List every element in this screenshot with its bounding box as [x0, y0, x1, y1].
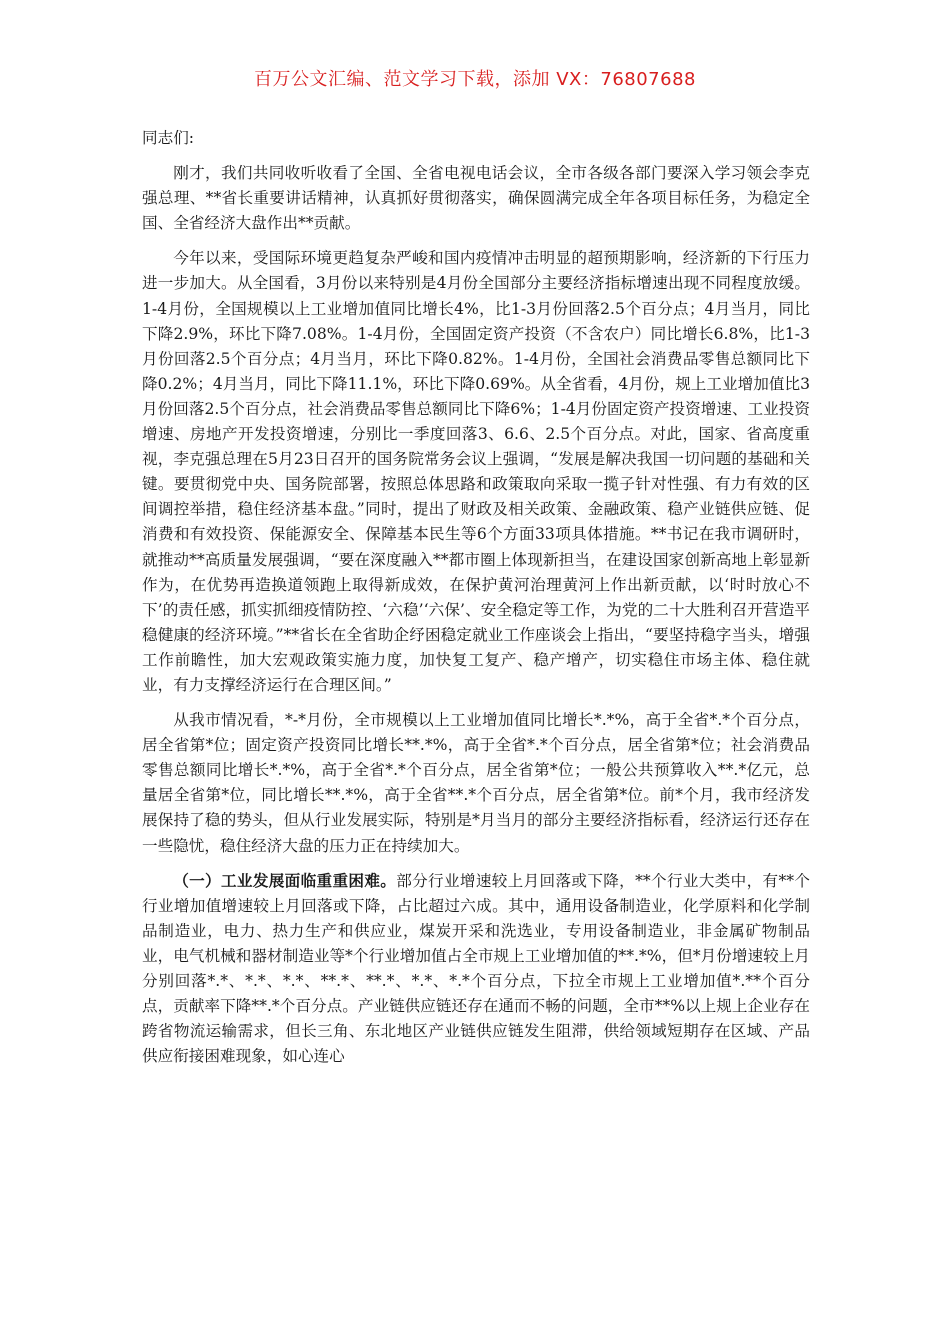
- document-body: [142, 126, 810, 1078]
- paragraph-text: 刚才，我们共同收听收看了全国、全省电视电话会议，全市各级各部门要深入学习领会李克强总理、**省长重要讲话精神，认真抓好贯彻落实，确保圆满完成全年各项目标任务，为稳定全国、全省经济大盘作出**贡献。: [142, 164, 810, 233]
- section-heading: （一）工业发展面临重重困难。: [173, 870, 397, 890]
- promo-banner: 百万公文汇编、范文学习下载，添加 VX：76807688: [254, 69, 696, 90]
- paragraph-4: [142, 868, 810, 1070]
- paragraph-text: 部分行业增速较上月回落或下降，**个行业大类中，有**个行业增加值增速较上月回落或下降，占比超过六成。其中，通用设备制造业，化学原料和化学制品制造业，电力、热力生产和供应业，煤炭开采和洗选业，专用设备制造业，非金属矿物制品业，电气机械和器材制造业等*个行业增加值占全市规上工业增加值的**.*%，但*月份增速较上月分别回落*.*、*.*、*.*、**.*、**.*、*.*、*.*个百分点，下拉全市规上工业增加值*.**个百分点，贡献率下降**.*个百分点。产业链供应链还存在通而不畅的问题，全市**%以上规上企业存在跨省物流运输需求，但长三角、东北地区产业链供应链发生阻滞，供给领域短期存在区域、产品供应衔接困难现象，如心连心: [142, 871, 810, 1066]
- paragraph-text: 从我市情况看，*-*月份，全市规模以上工业增加值同比增长*.*%，高于全省*.*个百分点，居全省第*位；固定资产投资同比增长**.*%，高于全省*.*个百分点，居全省第*位；社会消费品零售总额同比增长*.*%，高于全省*.*个百分点，居全省第*位；一般公共预算收入**.*亿元，总量居全省第*位，同比增长**.*%，高于全省**.*个百分点，居全省第*位。前*个月，我市经济发展保持了稳的势头，但从行业发展实际，特别是*月当月的部分主要经济指标看，经济运行还存在一些隐忧，稳住经济大盘的压力正在持续加大。: [142, 711, 810, 855]
- paragraph-2: [142, 245, 810, 698]
- paragraph-3: [142, 707, 810, 859]
- salutation: 同志们:: [142, 129, 195, 147]
- paragraph-1: [142, 160, 810, 236]
- paragraph-text: 今年以来，受国际环境更趋复杂严峻和国内疫情冲击明显的超预期影响，经济新的下行压力进一步加大。从全国看，3月份以来特别是4月份全国部分主要经济指标增速出现不同程度放缓。1-4月份，全国规模以上工业增加值同比增长4%，比1-3月份回落2.5个百分点；4月当月，同比下降2.9%，环比下降7.08%。1-4月份，全国固定资产投资（不含农户）同比增长6.8%，比1-3月份回落2.5个百分点；4月当月，环比下降0.82%。1-4月份，全国社会消费品零售总额同比下降0.2%；4月当月，同比下降11.1%，环比下降0.69%。从全省看，4月份，规上工业增加值比3月份回落2.5个百分点，社会消费品零售总额同比下降6%；1-4月份固定资产投资增速、工业投资增速、房地产开发投资增速，分别比一季度回落3、6.6、2.5个百分点。对此，国家、省高度重视，李克强总理在5月23日召开的国务院常务会议上强调，“发展是解决我国一切问题的基础和关键。要贯彻党中央、国务院部署，按照总体思路和政策取向采取一揽子针对性强、有力有效的区间调控举措，稳住经济基本盘。”同时，提出了财政及相关政策、金融政策、稳产业链供应链、促消费和有效投资、保能源安全、保障基本民生等6个方面33项具体措施。**书记在我市调研时，就推动**高质量发展强调，“要在深度融入**都市圈上体现新担当，在建设国家创新高地上彰显新作为，在优势再造换道领跑上取得新成效，在保护黄河治理黄河上作出新贡献，以‘时时放心不下’的责任感，抓实抓细疫情防控、‘六稳’‘六保’、安全稳定等工作，为党的二十大胜利召开营造平稳健康的经济环境。”**省长在全省助企纾困稳定就业工作座谈会上指出，“要坚持稳字当头，增强工作前瞻性，加大宏观政策实施力度，加快复工复产、稳产增产，切实稳住市场主体、稳住就业，有力支撑经济运行在合理区间。”: [142, 249, 810, 694]
